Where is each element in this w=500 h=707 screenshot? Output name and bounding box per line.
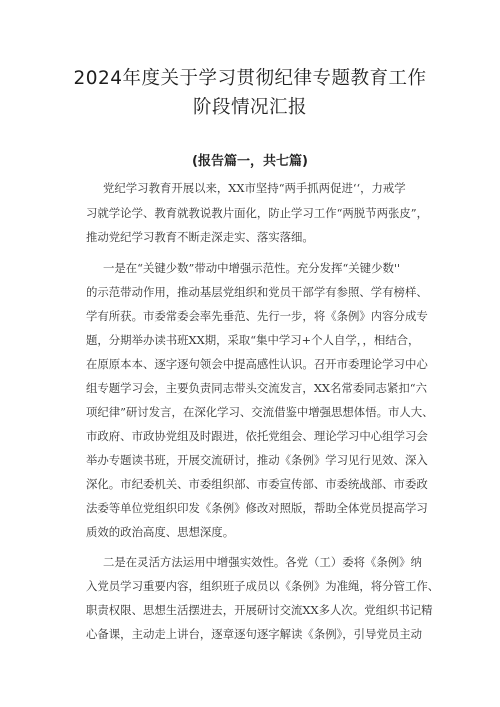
paragraph-line: 推动党纪学习教育不断走深走实、落实落细。 xyxy=(86,230,314,244)
document-subtitle: (报告篇一，共七篇) xyxy=(192,154,308,169)
paragraph-line: 组专题学习会，主要负责同志带头交流发言，XX名常委同志紧扣“六 xyxy=(86,381,427,395)
paragraph-line: 党纪学习教育开展以来，XX市坚持“两手抓两促进‘‘，力戒学 xyxy=(103,181,406,195)
paragraph-line: 学有所获。市委常委会率先垂范、先行一步，将《条例》内容分成专 xyxy=(86,309,428,323)
paragraph-line: 的示范带动作用，推动基层党组织和党员干部学有参照、学有榜样、 xyxy=(86,285,428,299)
paragraph-line: 市政府、市政协党组及时跟进，依托党组会、理论学习中心组学习会 xyxy=(86,429,428,443)
paragraph-line: 入党员学习重要内容，组织班子成员以《条例》为准绳，将分管工作、 xyxy=(86,579,440,593)
paragraph-line: 一是在“关键少数”带动中增强示范性。充分发挥“关键少数'' xyxy=(103,261,401,275)
document-title-line-1: 2024年度关于学习贯彻纪律专题教育工作 xyxy=(73,68,427,89)
paragraph-line: 法委等单位党组织印发《条例》修改对照版，帮助全体党员提高学习 xyxy=(86,501,428,515)
paragraph-line: 二是在灵活方法运用中增强实效性。各党（工）委将《条例》纳 xyxy=(103,555,422,569)
paragraph-line: 质效的政治高度、思想深度。 xyxy=(86,525,235,539)
paragraph-line: 心备课，主动走上讲台，逐章逐句逐字解读《条例》，引导党员主动 xyxy=(86,627,423,641)
paragraph-line: 项纪律”研讨发言，在深化学习、交流借鉴中增强思想体悟。市人大、 xyxy=(86,405,434,419)
paragraph-line: 在原原本本、逐字逐句领会中提高感性认识。召开市委理论学习中心 xyxy=(86,357,428,371)
paragraph-line: 举办专题读书班，开展交流研讨，推动《条例》学习见行见效、深入 xyxy=(86,453,428,467)
paragraph-line: 职责权限、思想生活摆进去，开展研讨交流XX多人次。党组织书记精 xyxy=(86,603,433,617)
paragraph-line: 习就学论学、教育就教说教片面化，防止学习工作“两脱节两张皮”， xyxy=(86,206,428,220)
paragraph-line: 深化。市纪委机关、市委组织部、市委宣传部、市委统战部、市委政 xyxy=(86,477,428,491)
document-title-line-2: 阶段情况汇报 xyxy=(192,97,307,118)
paragraph-line: 题，分期举办读书班XX期，采取“集中学习+个人自学，，相结合， xyxy=(86,333,420,347)
